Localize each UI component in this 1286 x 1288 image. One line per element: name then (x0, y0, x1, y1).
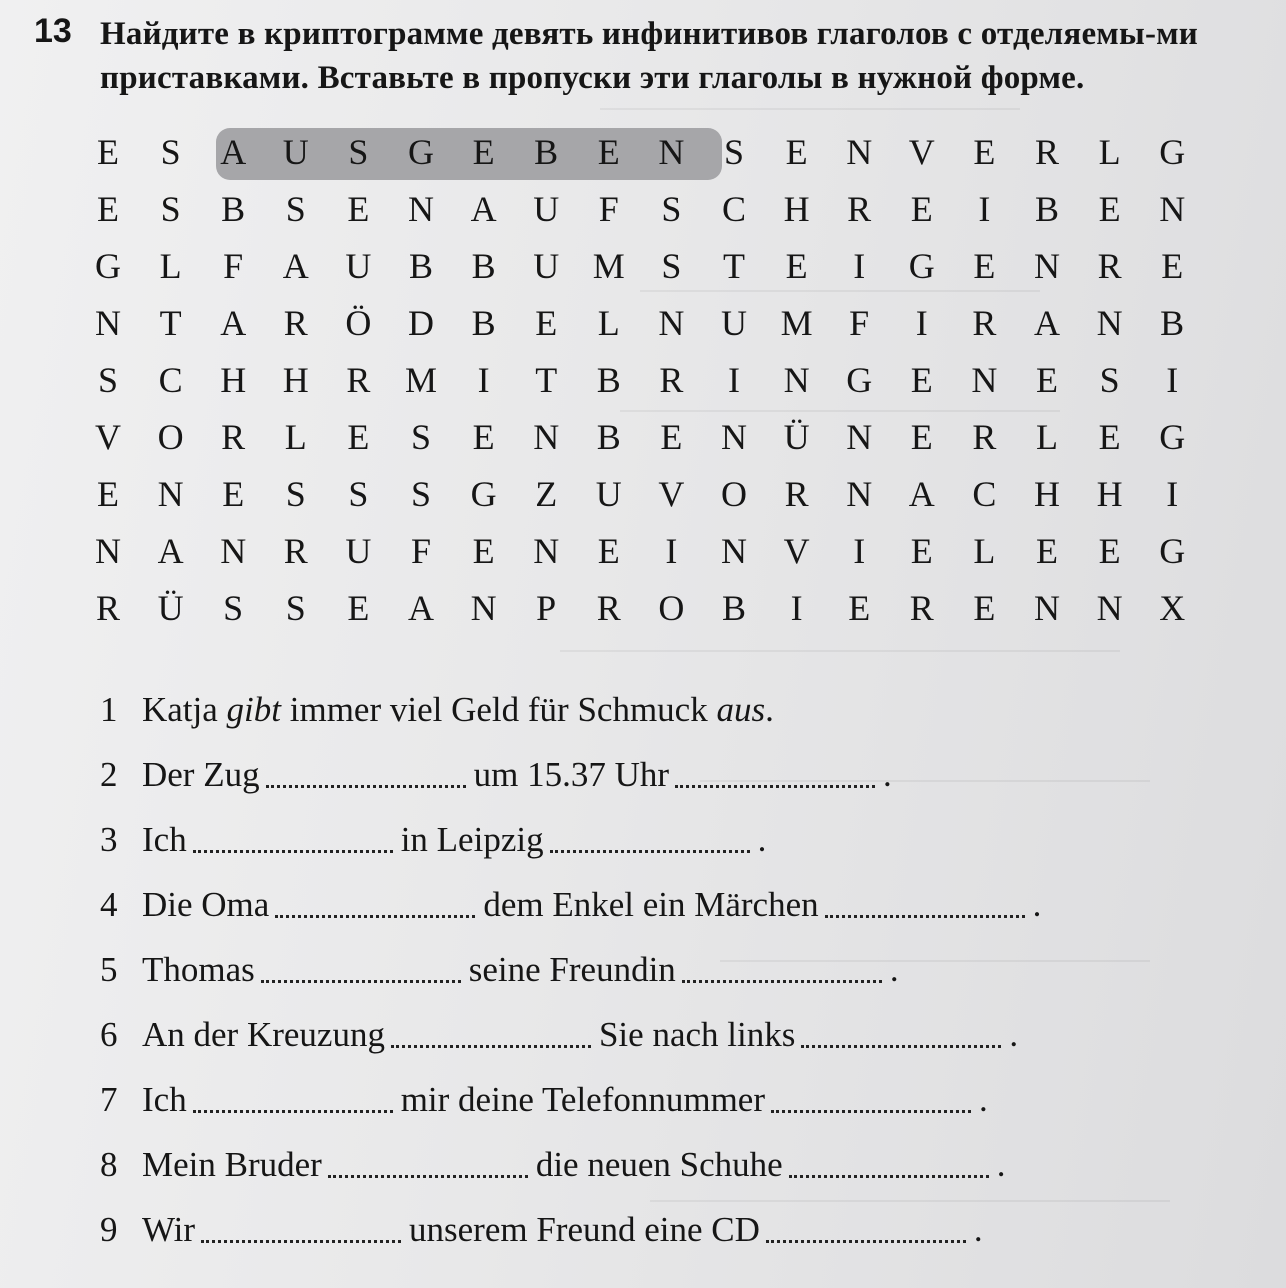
sentence-number: 9 (100, 1210, 118, 1249)
grid-letter: N (157, 474, 184, 514)
sentence-end: . (889, 950, 899, 989)
grid-letter: I (853, 246, 866, 286)
grid-letter: R (1034, 132, 1059, 172)
sentence-text: unserem Freund eine CD (409, 1210, 760, 1249)
grid-letter: A (220, 132, 247, 172)
grid-letter: E (472, 417, 495, 457)
sentence-text: seine Freundin (468, 950, 676, 989)
grid-letter: B (721, 588, 746, 628)
grid-letter: N (533, 417, 560, 457)
grid-letter: N (1096, 588, 1123, 628)
grid-letter: H (282, 360, 309, 400)
sentence-text: Die Oma (142, 885, 270, 924)
grid-letter: S (285, 189, 306, 229)
grid-letter: I (790, 588, 803, 628)
blank-2[interactable] (550, 849, 750, 853)
grid-letter: B (471, 303, 496, 343)
grid-letter: A (470, 189, 497, 229)
grid-letter: E (472, 132, 495, 172)
sentence-2 (100, 755, 892, 795)
grid-letter: R (596, 588, 621, 628)
sentence-3 (100, 820, 766, 860)
grid-letter: N (408, 189, 434, 229)
sentence-4 (100, 885, 1041, 925)
grid-letter: Z (535, 474, 558, 514)
grid-letter: R (659, 360, 684, 400)
grid-letter: N (1096, 303, 1123, 343)
grid-letter: N (1034, 588, 1060, 628)
exercise-number: 13 (34, 12, 72, 50)
grid-letter: N (721, 531, 747, 571)
grid-letter: T (535, 360, 558, 400)
grid-letter: D (408, 303, 434, 343)
grid-letter: U (282, 132, 309, 172)
grid-letter: H (783, 189, 810, 229)
grid-letter: B (1034, 189, 1059, 229)
sentence-6 (100, 1015, 1018, 1055)
blank-1[interactable] (261, 979, 461, 983)
grid-letter: A (408, 588, 434, 628)
grid-letter: N (1159, 189, 1186, 229)
sentence-number: 1 (100, 690, 118, 729)
blank-1[interactable] (275, 914, 475, 918)
grid-letter: E (97, 189, 119, 229)
bleed-through-line (650, 1200, 1170, 1202)
grid-letter: G (1159, 132, 1186, 172)
grid-letter: G (1159, 417, 1186, 457)
grid-letter: E (910, 417, 933, 457)
grid-letter: E (848, 588, 871, 628)
grid-letter: N (95, 531, 121, 571)
grid-letter: R (221, 417, 246, 457)
grid-letter: B (471, 246, 496, 286)
grid-letter: A (157, 531, 184, 571)
grid-letter: N (846, 417, 873, 457)
grid-letter: N (783, 360, 810, 400)
grid-letter: U (345, 246, 372, 286)
sentence-text: um 15.37 Uhr (473, 755, 670, 794)
sentence-number: 3 (100, 820, 118, 859)
grid-letter: V (908, 132, 935, 172)
grid-letter: Ö (345, 303, 372, 343)
grid-letter: L (973, 531, 996, 571)
grid-letter: O (658, 588, 685, 628)
sentence-end: . (996, 1145, 1006, 1184)
grid-letter: S (160, 132, 181, 172)
sentence-end: . (1009, 1015, 1019, 1054)
grid-letter: L (284, 417, 307, 457)
blank-2[interactable] (771, 1109, 971, 1113)
sentence-text: Katja (142, 690, 227, 729)
grid-letter: E (973, 246, 996, 286)
blank-1[interactable] (193, 849, 393, 853)
grid-letter: U (721, 303, 747, 343)
grid-letter: E (973, 132, 996, 172)
grid-letter: S (160, 189, 181, 229)
grid-letter: F (410, 531, 432, 571)
grid-letter: C (972, 474, 997, 514)
grid-letter: C (158, 360, 183, 400)
grid-letter: E (222, 474, 245, 514)
blank-2[interactable] (682, 979, 882, 983)
blank-1[interactable] (266, 784, 466, 788)
grid-letter: E (597, 531, 620, 571)
sentence-5 (100, 950, 899, 990)
grid-letter: R (972, 303, 997, 343)
grid-letter: L (159, 246, 182, 286)
sentence-text: die neuen Schuhe (535, 1145, 783, 1184)
grid-letter: E (97, 132, 119, 172)
grid-letter: Ü (157, 588, 184, 628)
grid-letter: R (1097, 246, 1122, 286)
sentence-text: . (765, 690, 774, 729)
grid-letter: M (780, 303, 813, 343)
grid-letter: N (658, 132, 685, 172)
grid-letter: E (597, 132, 620, 172)
sentence-text: Thomas (142, 950, 255, 989)
grid-letter: I (853, 531, 866, 571)
grid-letter: U (533, 246, 560, 286)
sentence-number: 8 (100, 1145, 118, 1184)
grid-letter: N (533, 531, 560, 571)
grid-letter: F (223, 246, 244, 286)
grid-letter: E (347, 417, 370, 457)
sentence-text: Der Zug (142, 755, 260, 794)
grid-letter: S (285, 588, 306, 628)
grid-letter: B (408, 246, 433, 286)
grid-letter: E (1036, 360, 1058, 400)
grid-letter: I (915, 303, 928, 343)
grid-letter: N (721, 417, 747, 457)
grid-letter: U (533, 189, 560, 229)
grid-letter: E (1098, 189, 1121, 229)
grid-letter: I (665, 531, 678, 571)
grid-letter: S (1099, 360, 1120, 400)
grid-letter: S (661, 246, 682, 286)
grid-letter: B (1160, 303, 1185, 343)
grid-letter: N (846, 474, 873, 514)
grid-letter: A (220, 303, 247, 343)
grid-letter: E (97, 474, 119, 514)
grid-letter: E (1098, 531, 1121, 571)
grid-letter: E (535, 303, 558, 343)
blank-2[interactable] (789, 1174, 989, 1178)
grid-letter: B (221, 189, 246, 229)
sentence-text: Ich (142, 820, 187, 859)
grid-letter: A (908, 474, 935, 514)
grid-letter: N (470, 588, 497, 628)
sentence-end: . (757, 820, 767, 859)
sentence-1 (100, 690, 774, 730)
grid-letter: O (721, 474, 747, 514)
grid-letter: E (785, 246, 808, 286)
grid-letter: E (910, 360, 933, 400)
sentence-7 (100, 1080, 988, 1120)
grid-letter: E (1161, 246, 1184, 286)
grid-letter: S (348, 132, 369, 172)
grid-letter: R (909, 588, 934, 628)
sentence-8 (100, 1145, 1005, 1185)
grid-letter: H (220, 360, 247, 400)
grid-letter: S (410, 474, 432, 514)
grid-letter: R (972, 417, 997, 457)
exercise-instruction: Найдите в криптограмме девять инфинитивов глаголов с отделяемы-ми приставками. Вставьте в пропуски эти глаголы в нужной форме. (100, 16, 1199, 96)
grid-letter: C (721, 189, 746, 229)
grid-letter: M (404, 360, 437, 400)
grid-letter: H (1096, 474, 1123, 514)
grid-letter: E (660, 417, 683, 457)
grid-letter: G (470, 474, 497, 514)
sentence-end: . (1032, 885, 1042, 924)
sentence-text: dem Enkel ein Märchen (483, 885, 819, 924)
bleed-through-line (560, 650, 1120, 652)
blank-2[interactable] (675, 784, 875, 788)
grid-letter: A (282, 246, 309, 286)
bleed-through-line (600, 108, 1020, 110)
grid-letter: E (785, 132, 808, 172)
grid-letter: S (348, 474, 369, 514)
grid-letter: U (595, 474, 622, 514)
sentence-number: 7 (100, 1080, 118, 1119)
grid-letter: E (347, 189, 370, 229)
grid-letter: Ü (783, 417, 810, 457)
grid-letter: A (1034, 303, 1060, 343)
grid-letter: T (723, 246, 745, 286)
grid-letter: V (658, 474, 685, 514)
sentence-text: in Leipzig (400, 820, 544, 859)
blank-1[interactable] (328, 1174, 528, 1178)
grid-letter: S (285, 474, 306, 514)
grid-letter: U (345, 531, 372, 571)
grid-letter: E (973, 588, 996, 628)
grid-letter: N (220, 531, 247, 571)
grid-letter: S (223, 588, 244, 628)
blank-2[interactable] (825, 914, 1025, 918)
grid-letter: G (846, 360, 873, 400)
grid-letter: S (97, 360, 119, 400)
grid-letter: B (534, 132, 559, 172)
grid-letter: E (347, 588, 370, 628)
blank-2[interactable] (801, 1044, 1001, 1048)
grid-letter: R (346, 360, 371, 400)
grid-letter: E (472, 531, 495, 571)
sentence-9 (100, 1210, 983, 1250)
grid-letter: G (95, 246, 121, 286)
sentence-end: . (973, 1210, 983, 1249)
grid-letter: I (477, 360, 490, 400)
sentence-number: 5 (100, 950, 118, 989)
grid-letter: B (596, 417, 621, 457)
grid-letter: L (1098, 132, 1121, 172)
grid-letter: S (723, 132, 745, 172)
grid-letter: R (847, 189, 872, 229)
grid-letter: B (596, 360, 621, 400)
grid-letter: I (978, 189, 991, 229)
grid-letter: T (159, 303, 182, 343)
grid-letter: G (1159, 531, 1186, 571)
grid-letter: E (1036, 531, 1058, 571)
grid-letter: R (95, 588, 120, 628)
sentence-text: Sie nach links (598, 1015, 796, 1054)
grid-letter: I (1166, 474, 1179, 514)
grid-letter: N (971, 360, 998, 400)
grid-letter: E (910, 189, 933, 229)
grid-letter: G (908, 246, 935, 286)
sentence-text: immer viel Geld für Schmuck (281, 690, 717, 729)
grid-letter: V (95, 417, 121, 457)
sentence-text: Wir (142, 1210, 196, 1249)
grid-letter: R (283, 531, 308, 571)
grid-letter: O (157, 417, 184, 457)
grid-letter: F (598, 189, 619, 229)
blank-2[interactable] (766, 1239, 966, 1243)
grid-letter: L (597, 303, 620, 343)
sentence-text: Ich (142, 1080, 187, 1119)
grid-letter: N (1034, 246, 1060, 286)
blank-1[interactable] (201, 1239, 401, 1243)
grid-letter: P (536, 588, 557, 628)
grid-letter: M (592, 246, 625, 286)
sentence-end: . (883, 755, 892, 794)
grid-letter: R (784, 474, 809, 514)
grid-letter: L (1036, 417, 1058, 457)
sentence-text: Mein Bruder (142, 1145, 322, 1184)
sentence-end: . (979, 1080, 988, 1119)
sentence-text: mir deine Telefonnummer (400, 1080, 765, 1119)
grid-letter: S (410, 417, 432, 457)
grid-letter: E (910, 531, 933, 571)
grid-letter: S (661, 189, 682, 229)
grid-letter: N (95, 303, 121, 343)
grid-letter: R (283, 303, 308, 343)
sentence-text: gibt (226, 690, 281, 729)
grid-letter: G (408, 132, 434, 172)
blank-1[interactable] (391, 1044, 591, 1048)
grid-letter: F (849, 303, 870, 343)
sentence-number: 2 (100, 755, 118, 794)
grid-letter: E (1098, 417, 1121, 457)
sentence-number: 4 (100, 885, 118, 924)
blank-1[interactable] (193, 1109, 393, 1113)
grid-letter: N (846, 132, 873, 172)
grid-letter: X (1159, 588, 1186, 628)
grid-letter: N (658, 303, 685, 343)
grid-letter: V (783, 531, 810, 571)
grid-letter: I (1166, 360, 1179, 400)
sentence-number: 6 (100, 1015, 118, 1054)
sentence-text: An der Kreuzung (142, 1015, 385, 1054)
grid-letter: H (1034, 474, 1060, 514)
grid-letter: I (728, 360, 740, 400)
sentence-text: aus (716, 690, 766, 729)
